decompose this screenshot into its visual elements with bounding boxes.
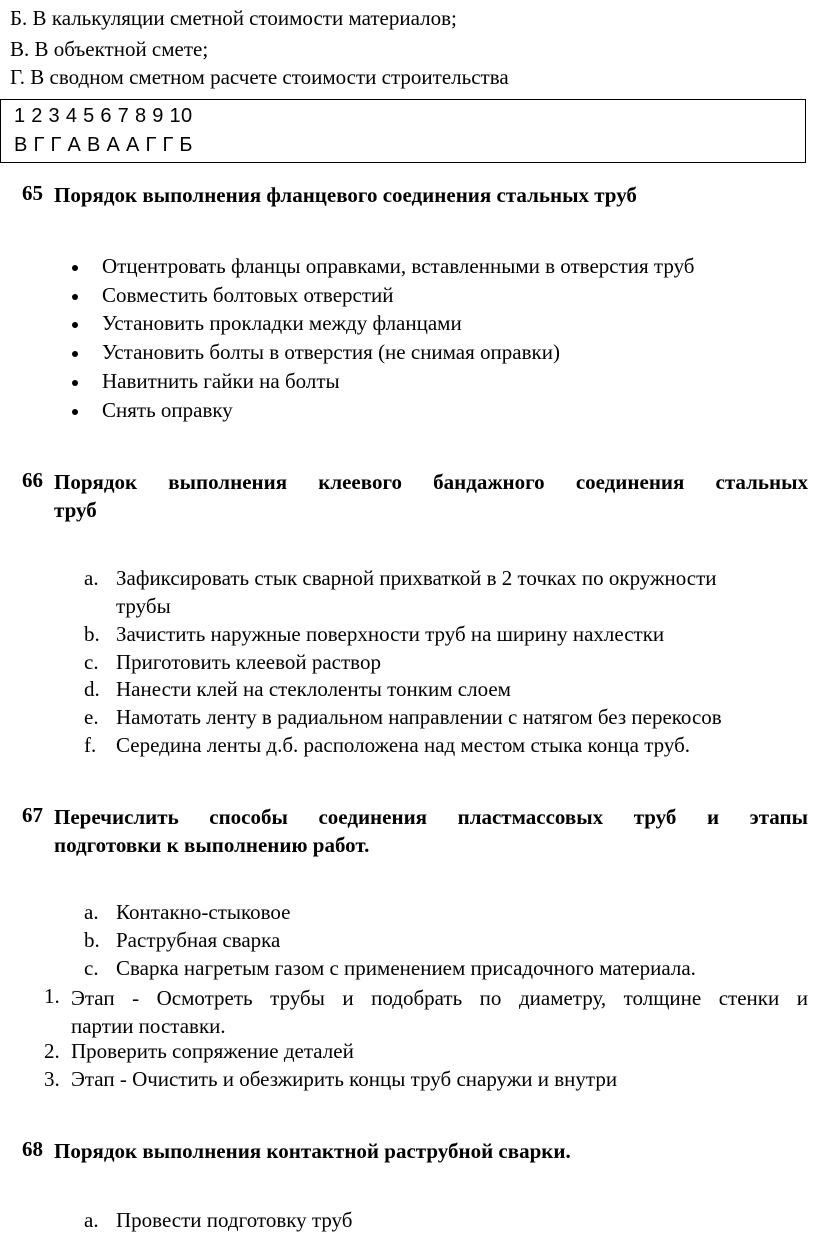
option-v: В. В объектной смете; [10, 37, 209, 61]
option-b: Б. В калькуляции сметной стоимости материалов; [10, 6, 457, 30]
answer-letters: В Г Г А В А А Г Г Б [14, 134, 193, 156]
question-65-heading [22, 181, 808, 211]
answer-table [0, 99, 806, 163]
answer-numbers: 1 2 3 4 5 6 7 8 9 10 [14, 105, 193, 127]
list-item: 1. Этап - Осмотреть трубы и подобрать по диаметру, толщине стенки и партии поставки. [44, 984, 808, 1038]
question-title-line2: подготовки к выполнению работ. [54, 833, 370, 857]
question-title: Порядок выполнения контактной раструбной сварки. [54, 1139, 571, 1163]
question-number: 68 [22, 1137, 43, 1161]
question-67-heading [22, 803, 808, 861]
option-g: Г. В сводном сметном расчете стоимости строительства [10, 65, 509, 89]
question-number: 65 [22, 181, 43, 205]
question-title-line2: труб [54, 498, 97, 522]
question-68-heading [22, 1137, 808, 1167]
question-title-line1: Порядок выполнения клеевого бандажного соединения стальных [54, 470, 808, 494]
question-title: Порядок выполнения фланцевого соединения стальных труб [54, 183, 637, 207]
question-title-line1: Перечислить способы соединения пластмассовых труб и этапы [54, 805, 808, 829]
question-number: 67 [22, 803, 43, 827]
question-66-heading [22, 468, 808, 526]
question-number: 66 [22, 468, 43, 492]
